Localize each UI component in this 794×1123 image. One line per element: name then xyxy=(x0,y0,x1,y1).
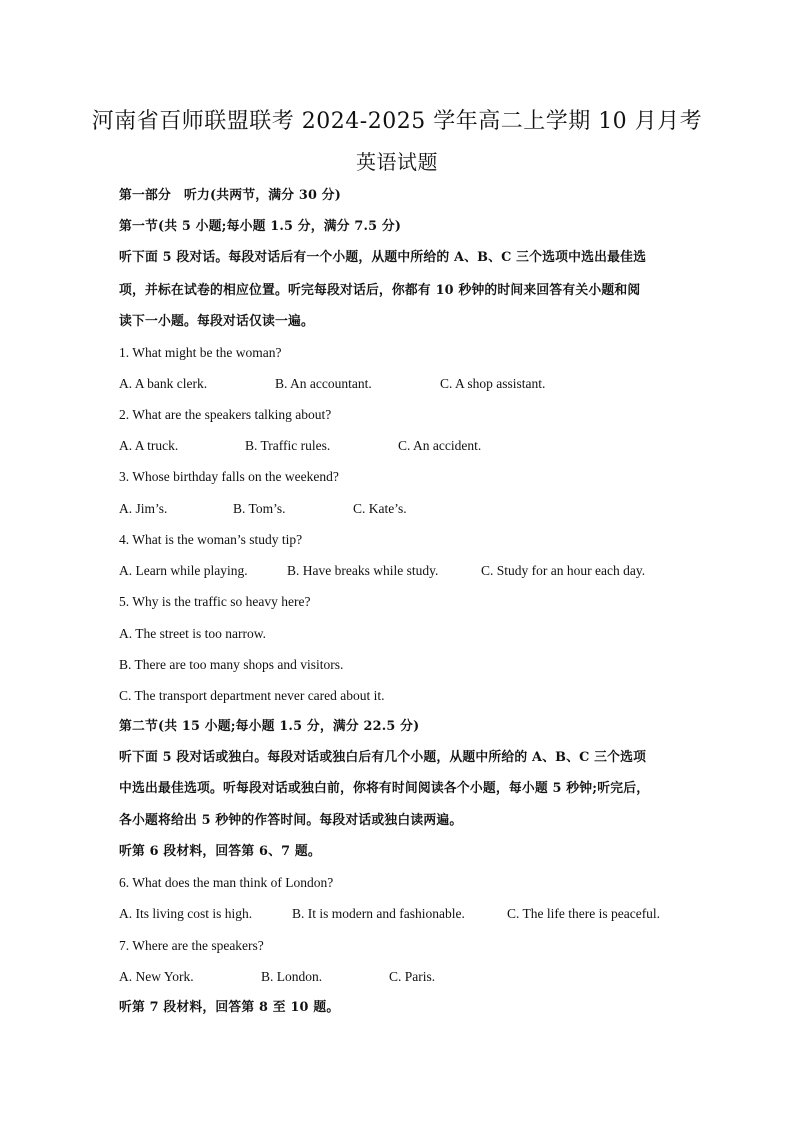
question-stem: 4. What is the woman’s study tip? xyxy=(119,532,303,547)
option-a: A. Learn while playing. xyxy=(119,563,248,578)
section1-instructions-line: 读下一小题。每段对话仅读一遍。 xyxy=(119,314,314,329)
option-c: C. Paris. xyxy=(389,969,436,984)
option-c: C. The transport department never cared about it. xyxy=(119,688,385,703)
option-b: B. Tom’s. xyxy=(233,501,286,516)
option-b: B. It is modern and fashionable. xyxy=(292,906,465,921)
option-a: A. A truck. xyxy=(119,438,179,453)
option-b: B. London. xyxy=(261,969,323,984)
option-a: A. A bank clerk. xyxy=(119,376,208,391)
option-b: B. Traffic rules. xyxy=(245,438,331,453)
section2-instructions-line: 中选出最佳选项。听每段对话或独白前，你将有时间阅读各个小题，每小题 5 秒钟;听完后， xyxy=(119,781,650,796)
option-c: C. Kate’s. xyxy=(353,501,407,516)
section1-heading: 第一节(共 5 小题;每小题 1.5 分，满分 7.5 分) xyxy=(119,219,402,234)
question-stem: 6. What does the man think of London? xyxy=(119,875,334,890)
option-c: C. The life there is peaceful. xyxy=(507,906,661,921)
option-a: A. Its living cost is high. xyxy=(119,906,253,921)
option-b: B. Have breaks while study. xyxy=(287,563,439,578)
question-stem: 7. Where are the speakers? xyxy=(119,938,264,953)
option-a: A. New York. xyxy=(119,969,194,984)
option-c: C. A shop assistant. xyxy=(440,376,546,391)
option-b: B. An accountant. xyxy=(275,376,372,391)
exam-subject: 英语试题 xyxy=(356,150,438,174)
question-stem: 3. Whose birthday falls on the weekend? xyxy=(119,469,339,484)
material-6-heading: 听第 6 段材料，回答第 6、7 题。 xyxy=(119,844,321,859)
material-7-heading: 听第 7 段材料，回答第 8 至 10 题。 xyxy=(119,1000,340,1015)
option-a: A. The street is too narrow. xyxy=(119,626,266,641)
option-a: A. Jim’s. xyxy=(119,501,168,516)
section2-heading: 第二节(共 15 小题;每小题 1.5 分，满分 22.5 分) xyxy=(119,719,420,734)
part1-heading: 第一部分 听力(共两节，满分 30 分) xyxy=(119,188,341,203)
option-b: B. There are too many shops and visitors. xyxy=(119,657,344,672)
question-stem: 2. What are the speakers talking about? xyxy=(119,407,332,422)
section2-instructions-line: 各小题将给出 5 秒钟的作答时间。每段对话或独白读两遍。 xyxy=(119,813,463,828)
section1-instructions-line: 项，并标在试卷的相应位置。听完每段对话后，你都有 10 秒钟的时间来回答有关小题和阅 xyxy=(119,283,641,298)
question-stem: 1. What might be the woman? xyxy=(119,345,282,360)
exam-title: 河南省百师联盟联考 2024-2025 学年高二上学期 10 月月考 xyxy=(91,109,703,134)
question-stem: 5. Why is the traffic so heavy here? xyxy=(119,594,311,609)
option-c: C. An accident. xyxy=(398,438,482,453)
option-c: C. Study for an hour each day. xyxy=(481,563,646,578)
section1-instructions-line: 听下面 5 段对话。每段对话后有一个小题，从题中所给的 A、B、C 三个选项中选出最佳选 xyxy=(119,250,647,265)
section2-instructions-line: 听下面 5 段对话或独白。每段对话或独白后有几个小题，从题中所给的 A、B、C 三个选项 xyxy=(119,750,647,765)
